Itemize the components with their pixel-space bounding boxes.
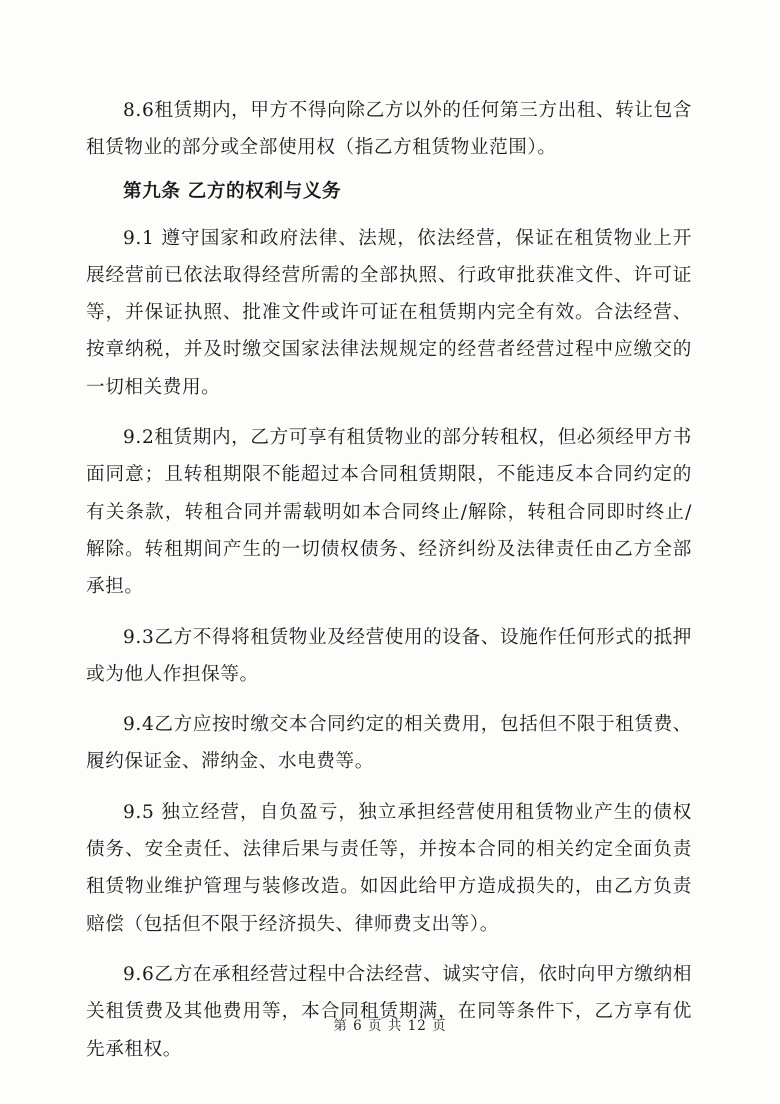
clause-9-2: 9.2租赁期内，乙方可享有租赁物业的部分转租权，但必须经甲方书面同意；且转租期限不能超过本合同租赁期限，不能违反本合同约定的有关条款，转租合同并需载明如本合同终止/解除，转租合同即时终止/解除。转租期间产生的一切债权债务、经济纠纷及法律责任由乙方全部承担。: [86, 427, 692, 598]
clause-9-5: 9.5 独立经营，自负盈亏，独立承担经营使用租赁物业产生的债权债务、安全责任、法律后果与责任等，并按本合同的相关约定全面负责租赁物业维护管理与装修改造。如因此给甲方造成损失的，由乙方负责赔偿（包括但不限于经济损失、律师费支出等）。: [86, 801, 692, 935]
clause-9-4: 9.4乙方应按时缴交本合同约定的相关费用，包括但不限于租赁费、履约保证金、滞纳金、水电费等。: [86, 714, 692, 773]
clause-8-6: 8.6租赁期内，甲方不得向除乙方以外的任何第三方出租、转让包含租赁物业的部分或全部使用权（指乙方租赁物业范围）。: [86, 100, 692, 159]
clause-9-1: 9.1 遵守国家和政府法律、法规，依法经营，保证在租赁物业上开展经营前已依法取得经营所需的全部执照、行政审批获准文件、许可证等，并保证执照、批准文件或许可证在租赁期内完全有效。合法经营、按章纳税，并及时缴交国家法律法规规定的经营者经营过程中应缴交的一切相关费用。: [86, 227, 692, 398]
clause-9-6: 9.6乙方在承租经营过程中合法经营、诚实守信，依时向甲方缴纳相关租赁费及其他费用等，本合同租赁期满，在同等条件下，乙方享有优先承租权。: [86, 963, 692, 1060]
clause-9-3: 9.3乙方不得将租赁物业及经营使用的设备、设施作任何形式的抵押或为他人作担保等。: [86, 626, 692, 685]
section-heading-article-9: 第九条 乙方的权利与义务: [123, 180, 342, 202]
page-number-footer: 第 6 页 共 12 页: [333, 1018, 447, 1034]
document-body: [86, 92, 692, 1081]
